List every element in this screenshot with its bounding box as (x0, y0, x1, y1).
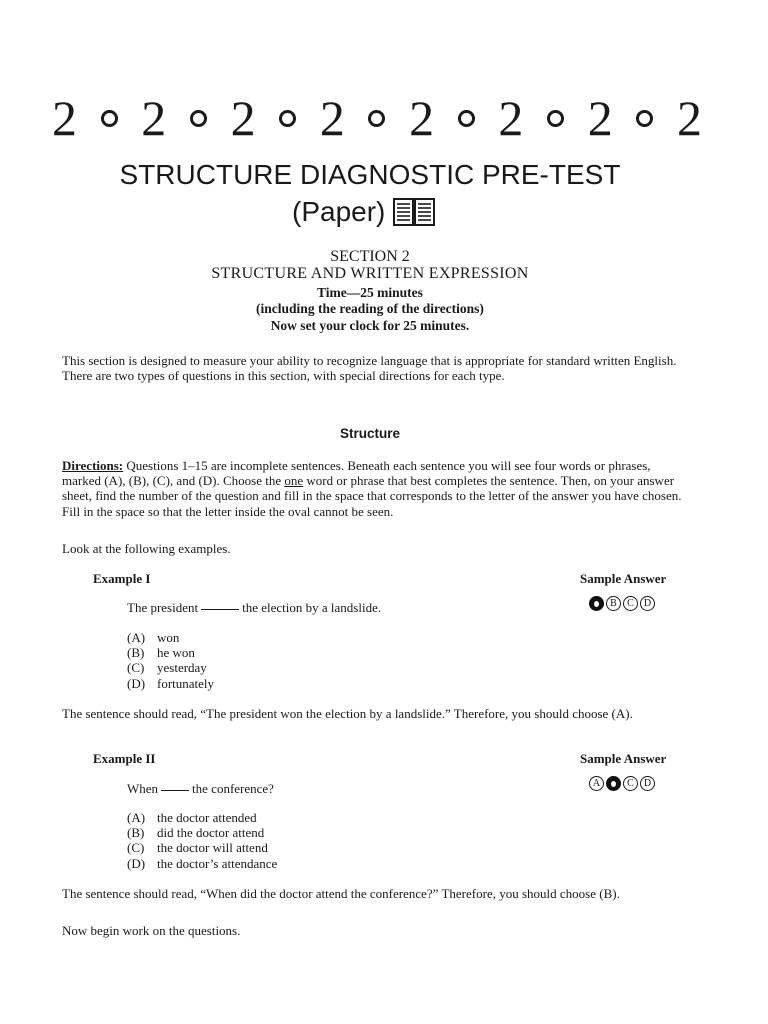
answer-blank (201, 609, 239, 610)
sentence-after: the election by a landslide. (242, 600, 382, 615)
directions-text-before: Questions 1–15 are incomplete sentences. Beneath each sentence you will see four words or phrases, marked (A), (B), (C), and (D). Choose the (62, 458, 651, 489)
page-subtitle (292, 195, 435, 229)
directions-text-after: word or phrase that best completes the sentence. Then, on your answer sheet, find the number of the question and fill in the space that corresponds to the letter of the answer you have chosen. Fill in the space so that the letter inside the oval cannot be seen. (62, 473, 682, 519)
intro-paragraph: This section is designed to measure your ability to recognize language that is appropriate for standard written English. There are two types of questions in this section, with special directions for each type. (62, 353, 677, 384)
example-1-bubbles (589, 596, 655, 611)
example-2-sentence (127, 781, 274, 797)
answer-bubble-c: C (623, 776, 638, 791)
option: (B) did the doctor attend (127, 825, 265, 841)
banner-dot (547, 110, 564, 127)
banner-digit: 2 (587, 90, 613, 146)
sentence-before: The president (127, 600, 199, 615)
subtitle-text: (Paper) (292, 196, 386, 227)
banner-dot (190, 110, 207, 127)
answer-bubble-a-filled (589, 596, 604, 611)
open-book-icon (393, 198, 435, 226)
sentence-after: the conference? (192, 781, 274, 796)
page-title: STRUCTURE DIAGNOSTIC PRE-TEST (119, 159, 621, 190)
example-1-explanation: The sentence should read, “The president won the election by a landslide.” Therefore, you should choose (A). (62, 706, 633, 721)
example-2-title: Example II (93, 751, 156, 766)
banner-digit: 2 (676, 90, 702, 146)
option: (B) he won (127, 645, 195, 661)
banner-digit: 2 (52, 90, 77, 146)
banner-dot (101, 110, 118, 127)
option: (D) the doctor’s attendance (127, 855, 278, 871)
directions-paragraph (62, 458, 692, 519)
option: (A) won (127, 630, 180, 645)
answer-blank (161, 790, 189, 791)
example-1-title: Example I (93, 571, 151, 586)
answer-bubble-d: D (640, 596, 655, 611)
banner-dot (636, 110, 653, 127)
sentence-before: When (127, 781, 159, 796)
section-name: STRUCTURE AND WRITTEN EXPRESSION (211, 265, 529, 282)
section-time: Time—25 minutes (317, 285, 423, 300)
option: (C) the doctor will attend (127, 840, 268, 856)
option: (A) the doctor attended (127, 810, 257, 825)
example-2-explanation: The sentence should read, “When did the doctor attend the conference?” Therefore, you should choose (B). (62, 886, 620, 901)
banner-digit: 2 (230, 90, 256, 146)
sample-answer-label: Sample Answer (580, 751, 667, 766)
banner-dot (279, 110, 296, 127)
directions-label: Directions: (62, 458, 124, 473)
option: (C) yesterday (127, 660, 207, 676)
banner-digit: 2 (498, 90, 524, 146)
example-1-sentence (127, 600, 381, 616)
structure-heading: Structure (339, 426, 400, 441)
answer-bubble-a: A (589, 776, 604, 791)
banner-digit: 2 (409, 90, 435, 146)
directions-emphasis: one (284, 473, 304, 489)
banner-dot (368, 110, 385, 127)
option: (D) fortunately (127, 675, 215, 691)
answer-bubble-c: C (623, 596, 638, 611)
example-1-options (127, 630, 214, 691)
banner-dot (458, 110, 475, 127)
section-clock: Now set your clock for 25 minutes. (270, 318, 470, 333)
banner-digit: 2 (319, 90, 345, 146)
answer-bubble-d: D (640, 776, 655, 791)
section-banner (52, 88, 702, 148)
sample-answer-label: Sample Answer (580, 571, 667, 586)
banner-digit: 2 (141, 90, 167, 146)
section-label: SECTION 2 (330, 248, 410, 265)
begin-text: Now begin work on the questions. (62, 923, 241, 938)
answer-bubble-b-filled (606, 776, 621, 791)
look-text: Look at the following examples. (62, 541, 231, 556)
example-2-options (127, 810, 277, 871)
answer-bubble-b: B (606, 596, 621, 611)
example-2-bubbles (589, 776, 655, 791)
section-including: (including the reading of the directions) (256, 301, 484, 316)
